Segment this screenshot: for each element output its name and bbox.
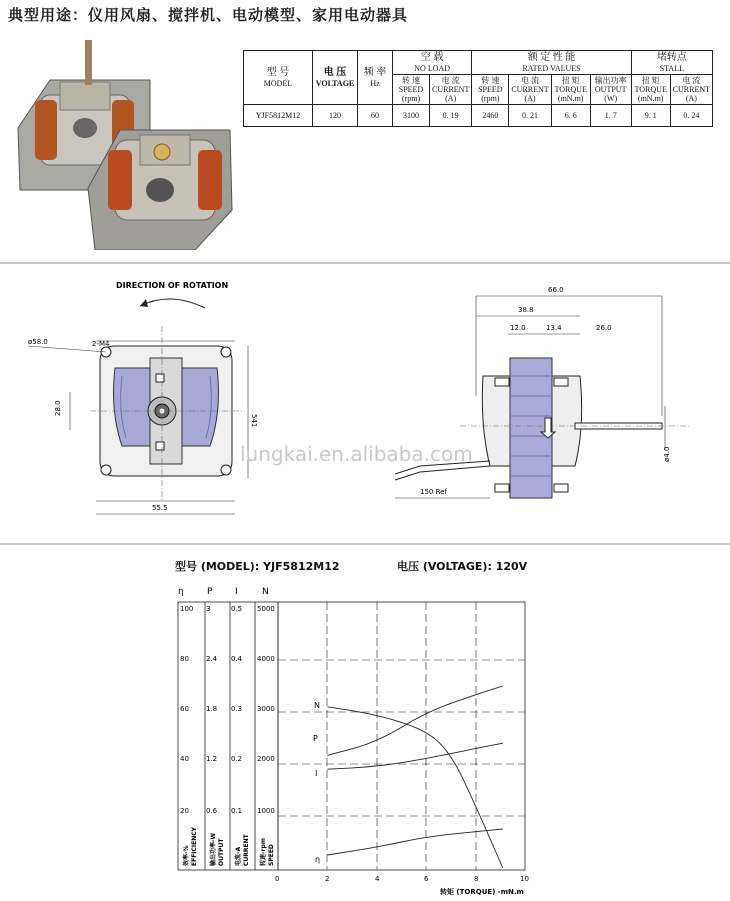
- watermark: lungkai.en.alibaba.com: [240, 442, 473, 466]
- th-sub: 电 流 CURRENT (A): [509, 74, 551, 105]
- front-view: [28, 326, 258, 514]
- th-sub: 扭 矩 TORQUE (mN.m): [631, 74, 670, 105]
- column-headers: [178, 587, 269, 597]
- series-line-i: [327, 743, 502, 769]
- th-sub: 输出功率 OUTPUT (W): [590, 74, 631, 105]
- graph-voltage-label: 电压 (VOLTAGE): 120V: [397, 560, 528, 573]
- x-axis-label: 转矩 (TORQUE) -mN.m: [440, 888, 524, 896]
- th-voltage: 电 压 VOLTAGE: [313, 51, 358, 105]
- th-model: 型 号 MODEL: [244, 51, 313, 105]
- col-head-p: P: [207, 587, 213, 597]
- dim-555: 55.5: [152, 504, 168, 512]
- tick-eta: 40: [180, 755, 189, 763]
- side-view: [395, 286, 690, 498]
- tick-i: 0.5: [231, 605, 243, 613]
- curve-label-i: I: [315, 769, 318, 778]
- motor-photos: [0, 40, 240, 250]
- cell-r-torque: 6. 6: [551, 105, 590, 127]
- dim-12: 12.0: [510, 324, 526, 332]
- tick-n: 2000: [257, 755, 275, 763]
- th-stall: 堵转点 STALL: [631, 51, 712, 75]
- x-tick: 0: [275, 875, 280, 883]
- spec-table: [243, 50, 713, 127]
- performance-graph: [0, 580, 730, 901]
- th-sub: 电 流 CURRENT (A): [670, 74, 712, 105]
- label-n-en: SPEED: [268, 844, 275, 866]
- label-eta: 效率-%: [183, 845, 190, 866]
- col-p-ticks: [206, 605, 218, 815]
- tick-eta: 20: [180, 807, 189, 815]
- cell-r-output: 1. 7: [590, 105, 631, 127]
- th-sub: 转 速 SPEED (rpm): [472, 74, 509, 105]
- col-head-n: N: [262, 587, 269, 597]
- dim-28: 28.0: [54, 400, 62, 416]
- series-line-eta: [327, 829, 502, 855]
- tick-p: 0.6: [206, 807, 218, 815]
- cell-nl-speed: 3100: [393, 105, 430, 127]
- th-rated: 额 定 性 能 RATED VALUES: [472, 51, 631, 75]
- mechanical-drawing: [0, 266, 730, 541]
- th-sub: 转 速 SPEED (rpm): [393, 74, 430, 105]
- curves: [327, 686, 502, 868]
- curve-labels: [313, 701, 320, 864]
- headline: [0, 0, 730, 40]
- column-labels: [182, 826, 275, 867]
- col-head-i: I: [235, 587, 238, 597]
- x-tick: 2: [325, 875, 330, 883]
- dim-dia58: ø58.0: [28, 338, 48, 346]
- series-line-n: [327, 707, 502, 868]
- tick-i: 0.3: [231, 705, 243, 713]
- label-i-en: CURRENT: [243, 834, 250, 866]
- dim-134: 13.4: [546, 324, 562, 332]
- tick-eta: 60: [180, 705, 189, 713]
- col-eta-ticks: [180, 605, 193, 815]
- tick-n: 5000: [257, 605, 275, 613]
- graph-model-label: 型号 (MODEL): YJF5812M12: [175, 560, 340, 573]
- x-ticks: [275, 875, 529, 883]
- dim-66: 66.0: [548, 286, 564, 294]
- th-sub: 电 流 CURRENT (A): [430, 74, 472, 105]
- x-tick: 6: [424, 875, 429, 883]
- col-n-ticks: [257, 605, 275, 815]
- tick-n: 4000: [257, 655, 275, 663]
- cell-s-torque: 9. 1: [631, 105, 670, 127]
- rotation-label: DIRECTION OF ROTATION: [116, 281, 229, 290]
- label-p: 输出功率-W: [210, 832, 217, 866]
- tick-p: 1.2: [206, 755, 218, 763]
- dim-541: 541: [250, 414, 258, 428]
- tick-eta: 100: [180, 605, 194, 613]
- label-eta-en: EFFICIENCY: [191, 826, 198, 866]
- tick-i: 0.2: [231, 755, 243, 763]
- cell-nl-current: 0. 19: [430, 105, 472, 127]
- th-sub: 扭 矩 TORQUE (mN.m): [551, 74, 590, 105]
- dim-4: ø4.0: [663, 446, 671, 462]
- tick-eta: 80: [180, 655, 189, 663]
- tick-p: 1.8: [206, 705, 218, 713]
- label-i: 电流-A: [235, 846, 242, 866]
- motor-photo-2: [88, 130, 232, 250]
- curve-label-p: P: [313, 734, 318, 743]
- dim-150: 150 Ref: [420, 488, 447, 496]
- label-n: 转速-rpm: [260, 838, 267, 866]
- thread-label: 2-M4: [92, 340, 110, 348]
- th-noload: 空 载 NO LOAD: [393, 51, 472, 75]
- series-line-p: [327, 686, 502, 755]
- divider: [0, 262, 730, 264]
- label-p-en: OUTPUT: [218, 838, 225, 866]
- tick-i: 0.4: [231, 655, 243, 663]
- dim-26: 26.0: [596, 324, 612, 332]
- tick-n: 1000: [257, 807, 275, 815]
- x-tick: 8: [474, 875, 479, 883]
- cell-r-speed: 2460: [472, 105, 509, 127]
- col-i-ticks: [231, 605, 243, 815]
- tick-i: 0.1: [231, 807, 243, 815]
- rotation-arrow-icon: [140, 299, 205, 308]
- tick-p: 3: [206, 605, 211, 613]
- divider: [0, 543, 730, 545]
- tick-n: 3000: [257, 705, 275, 713]
- x-tick: 10: [520, 875, 529, 883]
- cell-r-current: 0. 21: [509, 105, 551, 127]
- x-tick: 4: [375, 875, 380, 883]
- cell-s-current: 0. 24: [670, 105, 712, 127]
- th-freq: 频 率 Hz: [358, 51, 393, 105]
- headline-text: 典型用途：仪用风扇、搅拌机、电动模型、家用电动器具: [8, 6, 409, 24]
- col-head-eta: η: [178, 587, 184, 597]
- cell-freq: 60: [358, 105, 393, 127]
- curve-label-n: N: [314, 701, 320, 710]
- dim-388: 38.8: [518, 306, 534, 314]
- curve-label-eta: η: [315, 855, 321, 864]
- tick-p: 2.4: [206, 655, 218, 663]
- cell-voltage: 120: [313, 105, 358, 127]
- cell-model: YJF5812M12: [244, 105, 313, 127]
